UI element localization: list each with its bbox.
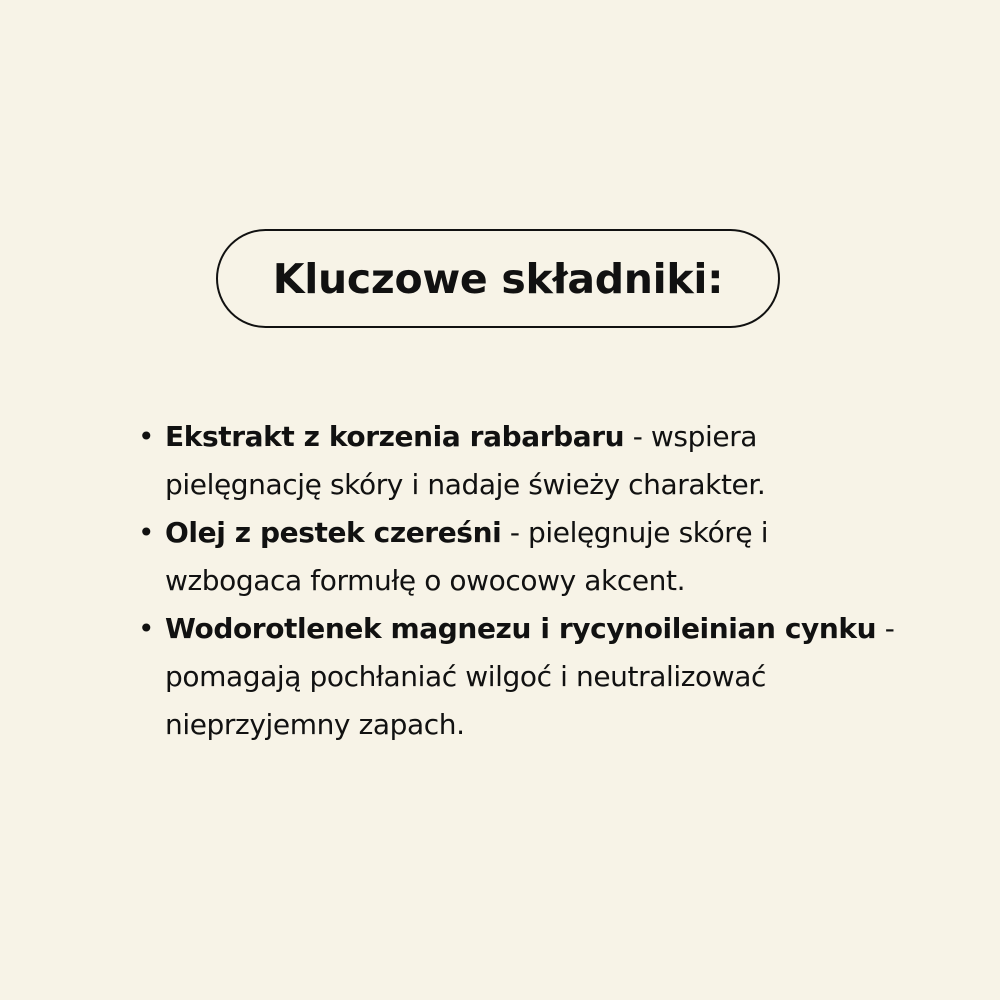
ingredient-description: - pomagają pochłaniać wilgoć i neutralizować nieprzyjemny zapach. <box>165 612 895 741</box>
ingredient-name: Olej z pestek czereśni <box>165 516 502 549</box>
bullet-icon: • <box>138 612 155 645</box>
title-badge <box>216 229 780 328</box>
bullet-icon: • <box>138 420 155 453</box>
page-title: Kluczowe składniki: <box>272 254 724 303</box>
ingredient-description: - wspiera pielęgnację skóry i nadaje świeży charakter. <box>165 420 766 501</box>
ingredient-name: Wodorotlenek magnezu i rycynoileinian cynku <box>165 612 877 645</box>
ingredients-list <box>138 413 905 749</box>
ingredient-item <box>138 605 905 749</box>
bullet-icon: • <box>138 516 155 549</box>
ingredient-item <box>138 413 905 509</box>
ingredient-description: - pielęgnuje skórę i wzbogaca formułę o owocowy akcent. <box>165 516 769 597</box>
ingredient-name: Ekstrakt z korzenia rabarbaru <box>165 420 625 453</box>
ingredient-item <box>138 509 905 605</box>
